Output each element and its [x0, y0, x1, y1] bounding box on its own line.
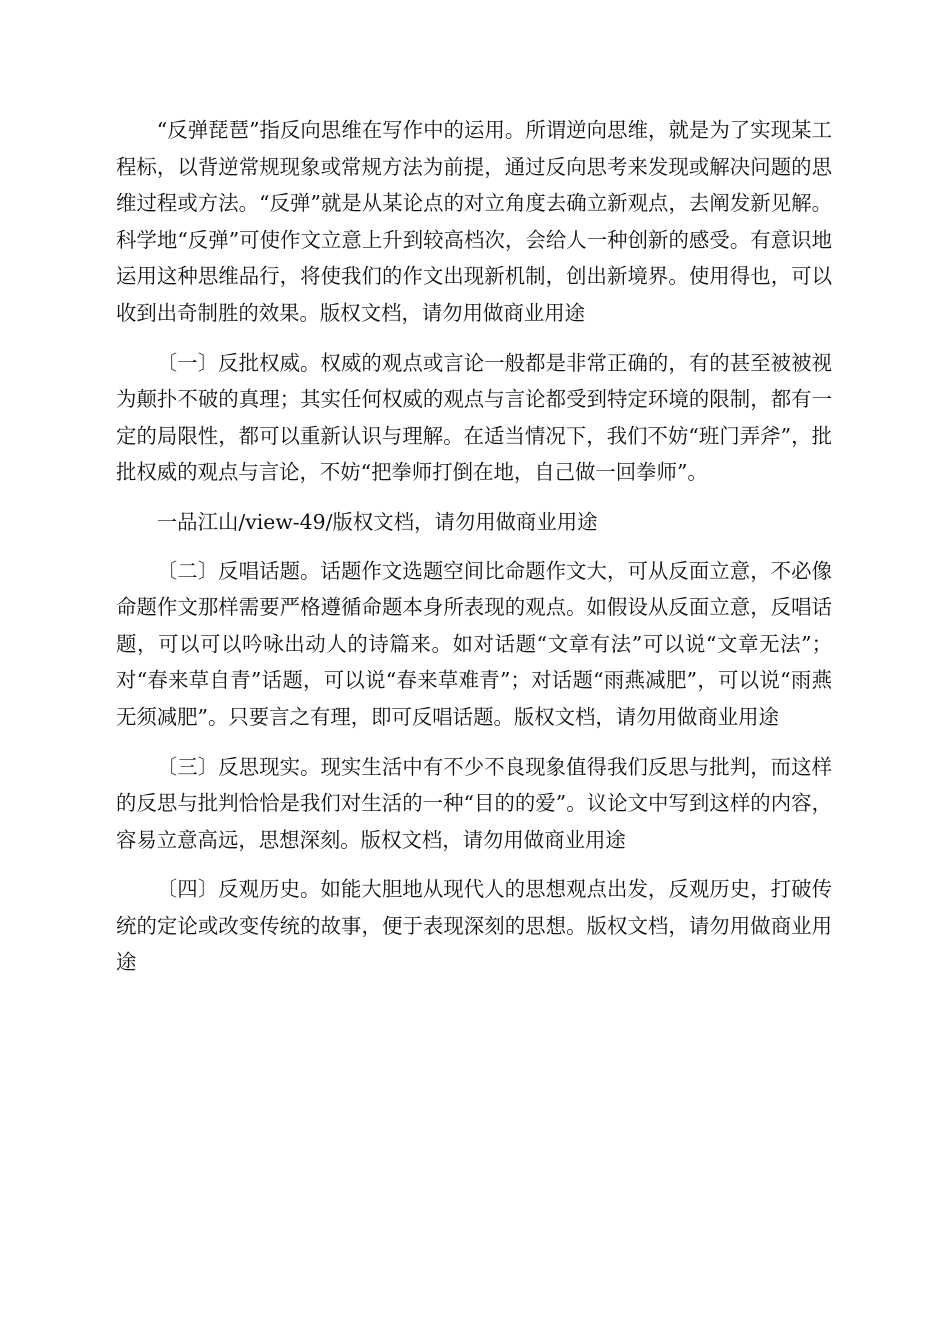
- paragraph-intro: “反弹琵琶”指反向思维在写作中的运用。所谓逆向思维，就是为了实现某工程标，以背逆常规现象或常规方法为前提，通过反向思考来发现或解决问题的思维过程或方法。“反弹”就是从某论点的对立角度去确立新观点，去阐发新见解。科学地“反弹”可使作文立意上升到较高档次，会给人一种创新的感受。有意识地运用这种思维品行，将使我们的作文出现新机制，创出新境界。使用得也，可以收到出奇制胜的效果。版权文档，请勿用做商业用途: [116, 118, 832, 325]
- paragraph-source-note: 一品江山/view-49/版权文档，请勿用做商业用途: [156, 509, 598, 534]
- paragraph-1-authority: 〔一〕反批权威。权威的观点或言论一般都是非常正确的，有的甚至被被视为颠扑不破的真理；其实任何权威的观点与言论都受到特定环境的限制，都有一定的局限性，都可以重新认识与理解。在适当情况下，我们不妨“班门弄斧”，批批权威的观点与言论，不妨“把拳师打倒在地，自己做一回拳师”。: [116, 350, 832, 485]
- paragraph-3-reality: 〔三〕反思现实。现实生活中有不少不良现象值得我们反思与批判，而这样的反思与批判恰恰是我们对生活的一种“目的的爱”。议论文中写到这样的内容，容易立意高远，思想深刻。版权文档，请勿用做商业用途: [116, 754, 832, 852]
- paragraph-2-topic: 〔二〕反唱话题。话题作文选题空间比命题作文大，可从反面立意，不必像命题作文那样需要严格遵循命题本身所表现的观点。如假设从反面立意，反唱话题，可以可以吟咏出动人的诗篇来。如对话题“文章有法”可以说“文章无法”；对“春来草自青”话题，可以说“春来草难青”；对话题“雨燕减肥”，可以说“雨燕无须减肥”。只要言之有理，即可反唱话题。版权文档，请勿用做商业用途: [116, 558, 832, 729]
- document-body: [116, 112, 832, 981]
- paragraph-4-history: 〔四〕反观历史。如能大胆地从现代人的思想观点出发，反观历史，打破传统的定论或改变传统的故事，便于表现深刻的思想。版权文档，请勿用做商业用途: [116, 877, 832, 975]
